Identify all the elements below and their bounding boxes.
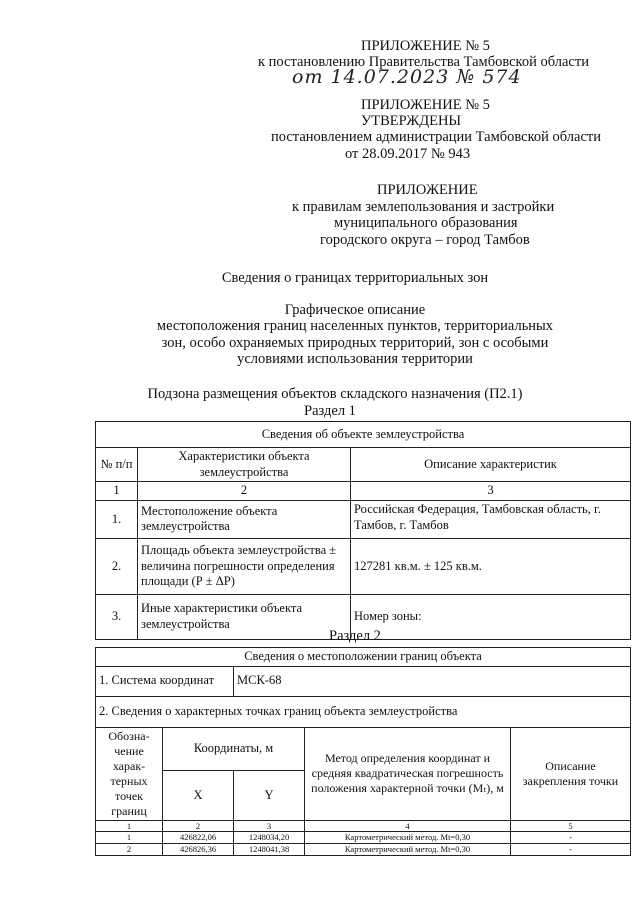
point-method: Картометрический метод. Mt=0,30 — [305, 843, 511, 855]
point-id: 1 — [96, 831, 163, 843]
col-header-number: № п/п — [96, 448, 138, 482]
col-index: 5 — [511, 820, 631, 831]
section1-table — [95, 421, 631, 640]
point-y: 1248034,20 — [234, 831, 305, 843]
row-characteristic: Местоположение объекта землеустройства — [138, 500, 351, 538]
points-title: 2. Сведения о характерных точках границ объекта землеустройства — [96, 696, 631, 727]
col-header-coordinates: Координаты, м — [163, 727, 305, 770]
col-index: 4 — [305, 820, 511, 831]
approved-title: ПРИЛОЖЕНИЕ № 5 — [361, 97, 490, 113]
section2-title: Раздел 2 — [329, 628, 381, 644]
appendix2-line1: к правилам землепользования и застройки — [292, 199, 555, 215]
row-number: 1. — [96, 500, 138, 538]
row-characteristic: Иные характеристики объекта землеустройства — [138, 594, 351, 639]
appendix2-line2: муниципального образования — [334, 215, 518, 231]
col-header-point: Обозна-чение харак-терных точек границ — [96, 727, 163, 820]
point-y: 1248041,38 — [234, 843, 305, 855]
row-value: Российская Федерация, Тамбовская область, г. Тамбов, г. Тамбов — [351, 500, 631, 538]
row-value: 127281 кв.м. ± 125 кв.м. — [351, 538, 631, 594]
col-index: 2 — [138, 482, 351, 501]
handwritten-date-signature: от 14.07.2023 № 574 — [292, 66, 522, 88]
col-header-method: Метод определения координат и средняя квадратическая погрешность положения характерной точки (Mₜ), м — [305, 727, 511, 820]
table-row — [96, 500, 631, 538]
row-number: 2. — [96, 538, 138, 594]
point-x: 426822,06 — [163, 831, 234, 843]
heading: Сведения о границах территориальных зон — [221, 270, 489, 286]
col-index: 1 — [96, 820, 163, 831]
col-index: 1 — [96, 482, 138, 501]
approved-line1: постановлением администрации Тамбовской области — [271, 129, 602, 145]
description-line4: условиями использования территории — [237, 351, 473, 367]
col-header-fixing: Описание закрепления точки — [511, 727, 631, 820]
approved-word: УТВЕРЖДЕНЫ — [361, 113, 462, 129]
point-method: Картометрический метод. Mt=0,30 — [305, 831, 511, 843]
coordinate-system-label: 1. Система координат — [96, 666, 234, 696]
row-number: 3. — [96, 594, 138, 639]
col-index: 2 — [163, 820, 234, 831]
approved-line2: от 28.09.2017 № 943 — [345, 146, 471, 162]
row-characteristic: Площадь объекта землеустройства ± величина погрешности определения площади (Р ± ΔР) — [138, 538, 351, 594]
subzone-title: Подзона размещения объектов складского назначения (П2.1) — [147, 386, 523, 402]
table-row — [96, 538, 631, 594]
col-index: 3 — [234, 820, 305, 831]
section2-table — [95, 647, 631, 856]
appendix-line: к постановлению Правительства Тамбовской области — [258, 54, 589, 70]
appendix2-title: ПРИЛОЖЕНИЕ — [377, 182, 478, 198]
description-line1: Графическое описание — [284, 302, 426, 318]
appendix2-line3: городского округа – город Тамбов — [320, 232, 530, 248]
point-fixing: - — [511, 843, 631, 855]
row-value: Номер зоны: — [351, 594, 631, 639]
description-line2: местоположения границ населенных пунктов, территориальных — [156, 318, 554, 334]
coordinate-system-value: МСК-68 — [234, 666, 631, 696]
table-row — [96, 843, 631, 855]
section1-title: Раздел 1 — [304, 403, 356, 419]
section2-table-title: Сведения о местоположении границ объекта — [96, 648, 631, 667]
appendix-title: ПРИЛОЖЕНИЕ № 5 — [361, 38, 490, 54]
table-row — [96, 831, 631, 843]
col-header-description: Описание характеристик — [351, 448, 631, 482]
col-header-y: Y — [234, 771, 305, 821]
point-fixing: - — [511, 831, 631, 843]
description-line3: зон, особо охраняемых природных территорий, зон с особыми — [161, 335, 549, 351]
section1-table-title: Сведения об объекте землеустройства — [96, 422, 631, 448]
col-header-characteristics: Характеристики объекта землеустройства — [138, 448, 351, 482]
point-id: 2 — [96, 843, 163, 855]
col-header-x: X — [163, 771, 234, 821]
col-index: 3 — [351, 482, 631, 501]
point-x: 426826,36 — [163, 843, 234, 855]
